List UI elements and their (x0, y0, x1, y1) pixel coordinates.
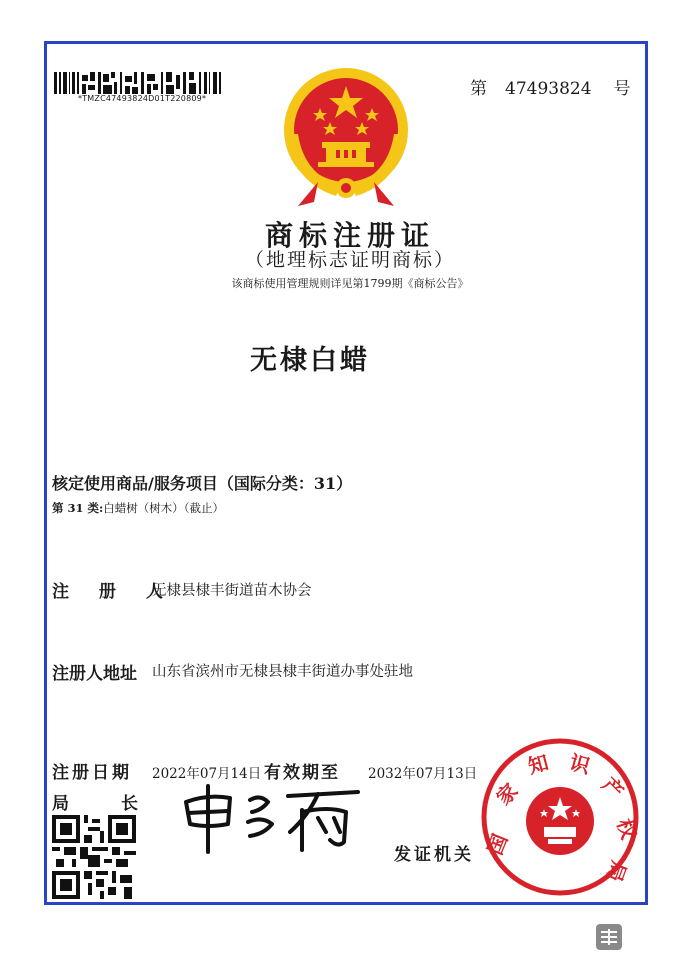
svg-text:产: 产 (597, 772, 629, 804)
address-value: 山东省滨州市无棣县棣丰街道办事处驻地 (152, 664, 413, 680)
svg-text:国: 国 (482, 830, 513, 859)
goods-class: 第 31 类: (52, 501, 104, 515)
certificate-subtitle: （地理标志证明商标） (244, 249, 455, 271)
svg-text:权: 权 (612, 815, 642, 843)
barcode (54, 72, 224, 94)
valid-until-label: 有效期至 (264, 763, 340, 783)
watermark-badge-icon (596, 924, 622, 950)
registrant-value: 无棣县棣丰街道苗木协会 (152, 583, 312, 599)
goods-heading: 核定使用商品/服务项目（国际分类：31） (52, 474, 353, 493)
reg-date-label: 注册日期 (52, 763, 132, 783)
director-label-2: 长 (121, 794, 138, 814)
svg-text:家: 家 (491, 778, 523, 810)
goods-line (52, 500, 224, 516)
registrant-label: 注 册 人 (52, 582, 175, 602)
national-emblem-icon (278, 64, 414, 212)
registration-number (470, 74, 631, 99)
certificate-title: 商标注册证 (264, 219, 435, 252)
director-label (52, 789, 138, 814)
announcement-note: 该商标使用管理规则详见第1799期《商标公告》 (231, 277, 469, 290)
qr-code (52, 815, 136, 899)
address-label: 注册人地址 (52, 664, 137, 684)
barcode-text: *TMZC47493824D01T220809* (78, 94, 207, 103)
svg-text:知: 知 (525, 750, 551, 779)
reg-number-value: 47493824 (505, 79, 592, 99)
trademark-name: 无棣白蜡 (250, 345, 370, 376)
reg-suffix: 号 (613, 79, 631, 99)
reg-date-value: 2022年07月14日 (152, 766, 262, 782)
issuing-authority-label: 发证机关 (394, 845, 474, 865)
director-signature (178, 780, 368, 855)
goods-items: 白蜡树（树木）（截止） (103, 501, 225, 515)
director-label-1: 局 (52, 794, 69, 814)
svg-text:识: 识 (567, 750, 593, 779)
svg-text:局: 局 (601, 857, 632, 885)
reg-prefix: 第 (470, 79, 487, 99)
valid-until-value: 2032年07月13日 (368, 766, 478, 782)
official-seal-icon (478, 735, 642, 899)
